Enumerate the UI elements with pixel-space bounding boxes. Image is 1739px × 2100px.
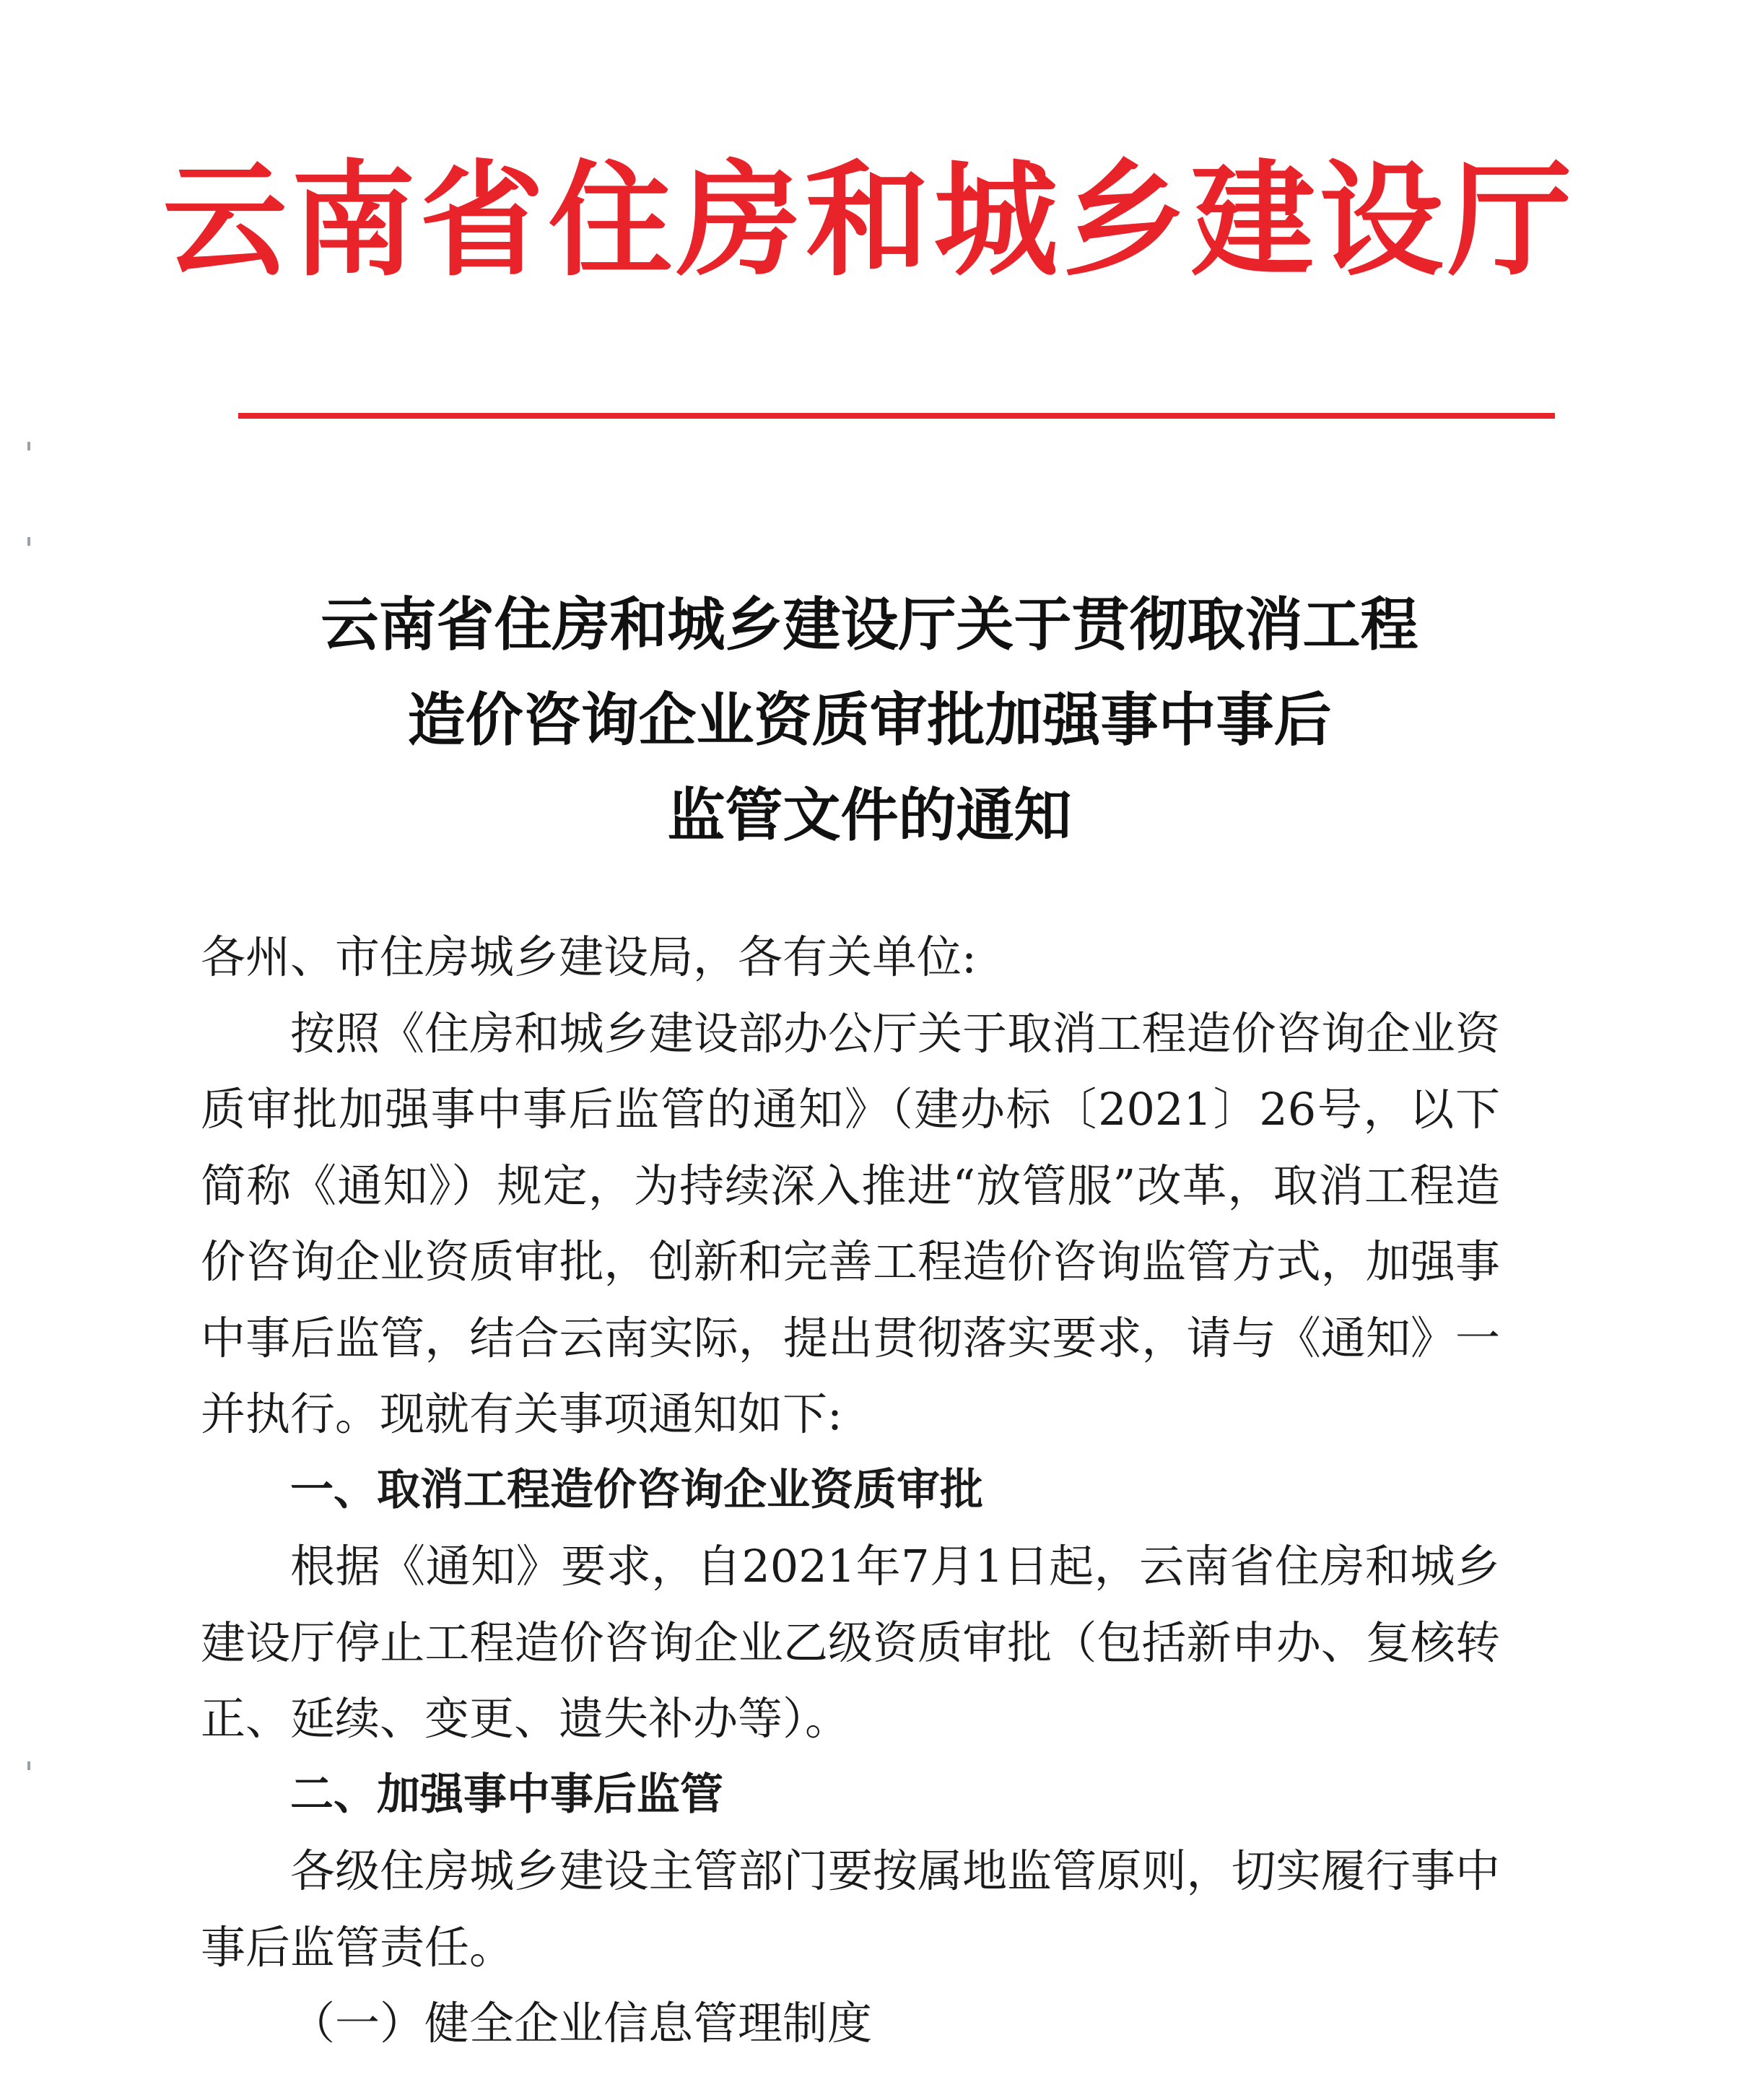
scan-artifact bbox=[27, 442, 30, 450]
section-heading: 一、取消工程造价咨询企业资质审批 bbox=[290, 1464, 983, 1515]
subsection-heading: （一）健全企业信息管理制度 bbox=[290, 1997, 873, 2049]
intro-paragraph: 按照《住房和城乡建设部办公厅关于取消工程造价咨询企业资质审批加强事中事后监管的通知》（建办标〔2021〕26号，以下简称《通知》）规定，为持续深入推进“放管服”改革，取消工程造价咨询企业资质审批，创新和完善工程造价咨询监管方式，加强事中事后监管，结合云南实际，提出贯彻落实要求，请与《通知》一并执行。现就有关事项通知如下: bbox=[201, 1006, 1500, 1440]
document-title bbox=[0, 578, 1739, 863]
section-paragraph: 各级住房城乡建设主管部门要按属地监管原则，切实履行事中事后监管责任。 bbox=[201, 1844, 1500, 1974]
scan-artifact bbox=[27, 537, 30, 546]
section-heading: 二、加强事中事后监管 bbox=[290, 1769, 723, 1820]
document-title-line: 监管文件的通知 bbox=[667, 782, 1072, 849]
document-body bbox=[201, 919, 1500, 2062]
red-header-rule bbox=[238, 413, 1555, 419]
section-paragraph: 根据《通知》要求，自2021年7月1日起，云南省住房和城乡建设厅停止工程造价咨询企业乙级资质审批（包括新申办、复核转正、延续、变更、遗失补办等）。 bbox=[201, 1540, 1500, 1745]
scan-artifact bbox=[27, 1761, 30, 1770]
issuing-authority-header: 云南省住房和城乡建设厅 bbox=[162, 147, 1577, 293]
document-title-line: 云南省住房和城乡建设厅关于贯彻取消工程 bbox=[321, 591, 1418, 658]
salutation: 各州、市住房城乡建设局，各有关单位: bbox=[201, 931, 977, 983]
document-title-line: 造价咨询企业资质审批加强事中事后 bbox=[407, 687, 1332, 754]
